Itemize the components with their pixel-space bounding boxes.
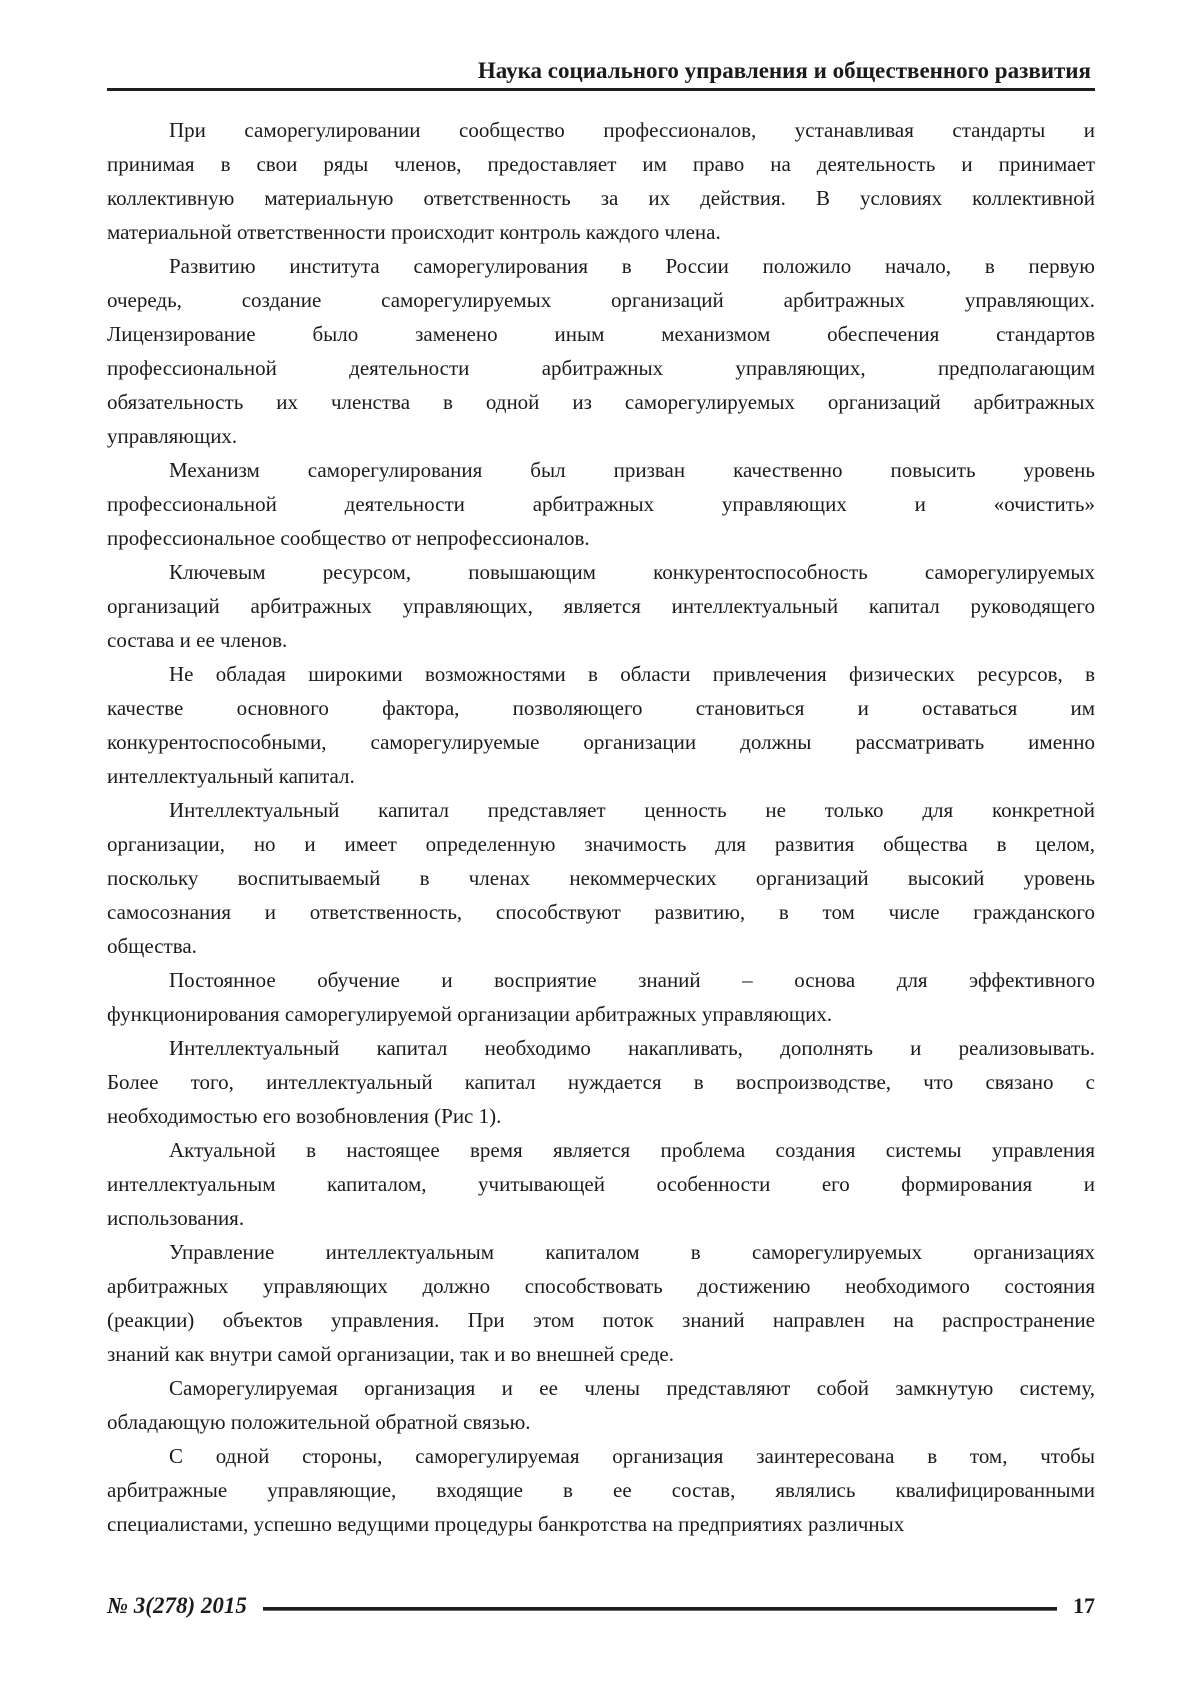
paragraph-line: Не обладая широкими возможностями в области привлечения физических ресурсов, в — [169, 662, 1095, 686]
journal-issue-label: № 3(278) 2015 — [107, 1593, 247, 1618]
paragraph-line: состава и ее членов. — [107, 628, 288, 652]
paragraph-line: профессиональное сообщество от непрофессионалов. — [107, 526, 590, 550]
paragraph-line: необходимостью его возобновления (Рис 1). — [107, 1104, 502, 1128]
paragraph-line: Ключевым ресурсом, повышающим конкурентоспособность саморегулируемых — [169, 560, 1095, 584]
paragraph — [107, 1371, 1095, 1439]
paragraph-line: Лицензирование было заменено иным механизмом обеспечения стандартов — [107, 322, 1095, 346]
document-body — [107, 113, 1095, 1541]
paragraph — [107, 1439, 1095, 1541]
paragraph-line: управляющих. — [107, 424, 238, 448]
paragraph-line: очередь, создание саморегулируемых организаций арбитражных управляющих. — [107, 288, 1095, 312]
paragraph-line: обязательность их членства в одной из саморегулируемых организаций арбитражных — [107, 390, 1095, 414]
paragraph-line: конкурентоспособными, саморегулируемые организации должны рассматривать именно — [107, 730, 1095, 754]
paragraph-line: интеллектуальным капиталом, учитывающей особенности его формирования и — [107, 1172, 1095, 1196]
paragraph-line: профессиональной деятельности арбитражных управляющих и «очистить» — [107, 492, 1095, 516]
paragraph-line: Постоянное обучение и восприятие знаний – основа для эффективного — [169, 968, 1095, 992]
paragraph-line: Саморегулируемая организация и ее члены представляют собой замкнутую систему, — [169, 1376, 1095, 1400]
paragraph-line: Более того, интеллектуальный капитал нуждается в воспроизводстве, что связано с — [107, 1070, 1095, 1094]
paragraph — [107, 963, 1095, 1031]
paragraph-line: использования. — [107, 1206, 245, 1230]
page-number: 17 — [1073, 1593, 1095, 1618]
paragraph-line: Актуальной в настоящее время является проблема создания системы управления — [169, 1138, 1095, 1162]
paragraph-line: специалистами, успешно ведущими процедуры банкротства на предприятиях различных — [107, 1512, 905, 1536]
paragraph-line: коллективную материальную ответственность за их действия. В условиях коллективной — [107, 186, 1095, 210]
paragraph — [107, 1031, 1095, 1133]
paragraph-line: арбитражных управляющих должно способствовать достижению необходимого состояния — [107, 1274, 1095, 1298]
footer-rule — [263, 1607, 1057, 1611]
paragraph-line: общества. — [107, 934, 197, 958]
paragraph — [107, 1133, 1095, 1235]
paragraph — [107, 1235, 1095, 1371]
paragraph-line: поскольку воспитываемый в членах некоммерческих организаций высокий уровень — [107, 866, 1095, 890]
page-footer — [107, 1593, 1095, 1619]
paragraph-line: Интеллектуальный капитал представляет ценность не только для конкретной — [169, 798, 1095, 822]
paragraph-line: Механизм саморегулирования был призван качественно повысить уровень — [169, 458, 1095, 482]
paragraph-line: принимая в свои ряды членов, предоставляет им право на деятельность и принимает — [107, 152, 1095, 176]
paragraph-line: Развитию института саморегулирования в России положило начало, в первую — [169, 254, 1095, 278]
paragraph-line: самосознания и ответственность, способствуют развитию, в том числе гражданского — [107, 900, 1095, 924]
paragraph-line: арбитражные управляющие, входящие в ее состав, являлись квалифицированными — [107, 1478, 1095, 1502]
paragraph-line: обладающую положительной обратной связью. — [107, 1410, 531, 1434]
header-title: Наука социального управления и общественного развития — [477, 58, 1091, 83]
paragraph — [107, 657, 1095, 793]
paragraph-line: организаций арбитражных управляющих, является интеллектуальный капитал руководящего — [107, 594, 1095, 618]
paragraph-line: (реакции) объектов управления. При этом поток знаний направлен на распространение — [107, 1308, 1095, 1332]
paragraph-line: материальной ответственности происходит контроль каждого члена. — [107, 220, 721, 244]
paragraph — [107, 249, 1095, 453]
page-header — [107, 57, 1095, 91]
paragraph-line: профессиональной деятельности арбитражных управляющих, предполагающим — [107, 356, 1095, 380]
paragraph-line: Управление интеллектуальным капиталом в саморегулируемых организациях — [169, 1240, 1095, 1264]
paragraph — [107, 453, 1095, 555]
paragraph-line: знаний как внутри самой организации, так и во внешней среде. — [107, 1342, 674, 1366]
paragraph-line: организации, но и имеет определенную значимость для развития общества в целом, — [107, 832, 1095, 856]
paragraph — [107, 793, 1095, 963]
paragraph — [107, 113, 1095, 249]
paragraph — [107, 555, 1095, 657]
paragraph-line: функционирования саморегулируемой организации арбитражных управляющих. — [107, 1002, 833, 1026]
paragraph-line: С одной стороны, саморегулируемая организация заинтересована в том, чтобы — [169, 1444, 1095, 1468]
paragraph-line: интеллектуальный капитал. — [107, 764, 355, 788]
paragraph-line: При саморегулировании сообщество профессионалов, устанавливая стандарты и — [169, 118, 1095, 142]
paragraph-line: качестве основного фактора, позволяющего становиться и оставаться им — [107, 696, 1095, 720]
paragraph-line: Интеллектуальный капитал необходимо накапливать, дополнять и реализовывать. — [169, 1036, 1095, 1060]
